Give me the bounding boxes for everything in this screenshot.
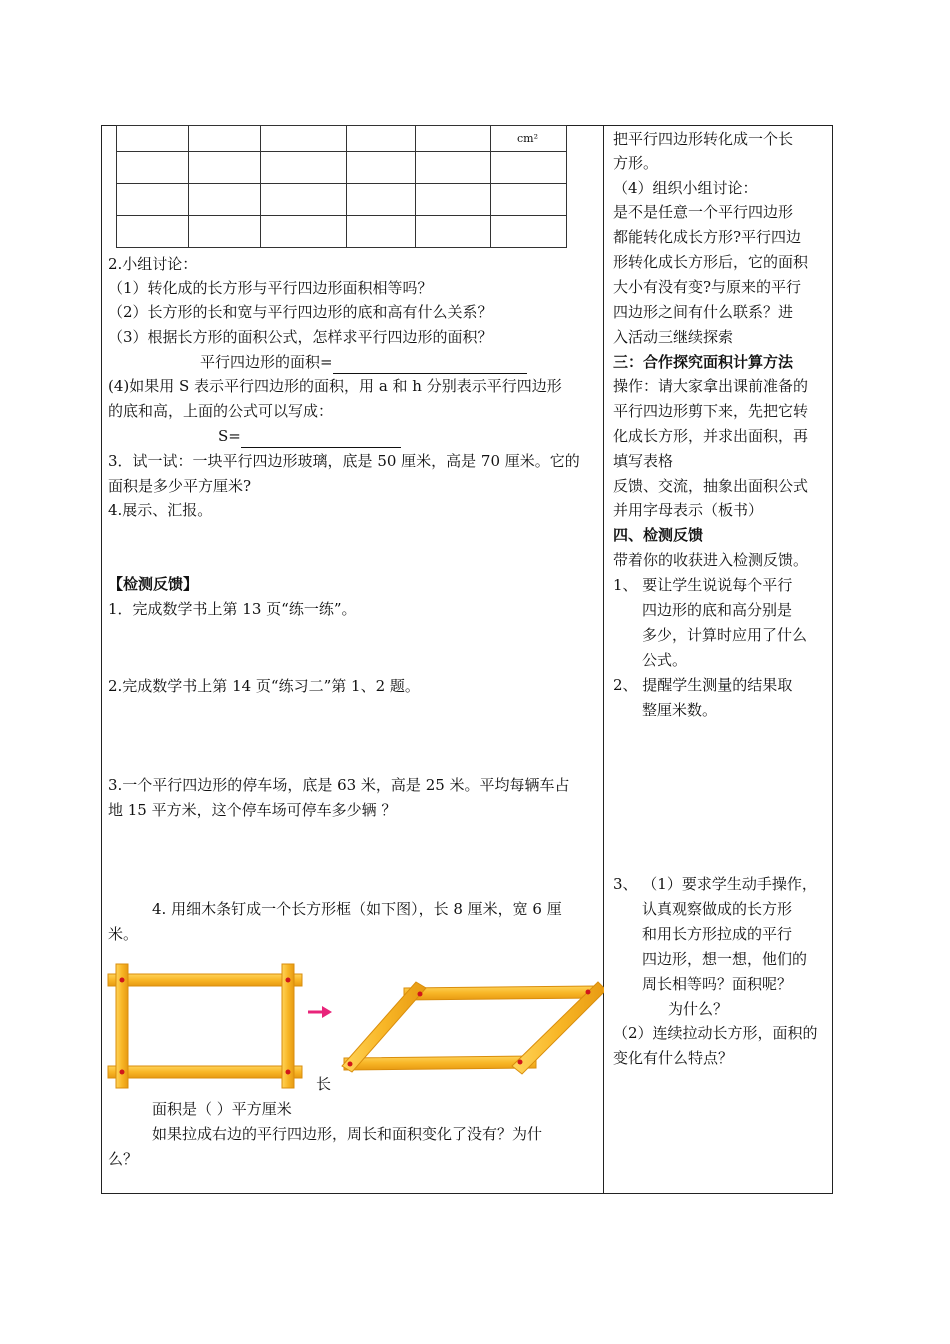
right-line: 填写表格 bbox=[613, 452, 674, 470]
note-3-line: 周长相等吗？面积呢？ bbox=[642, 975, 793, 993]
section-4-heading: 四、检测反馈 bbox=[613, 526, 704, 544]
area-formula-label: 平行四边形的面积= bbox=[200, 353, 333, 371]
note-3-line: 四边形，想一想，他们的 bbox=[642, 950, 808, 968]
table-cell bbox=[347, 126, 416, 152]
figure-label: 长 bbox=[316, 1075, 332, 1093]
s-formula-label: S= bbox=[218, 427, 241, 445]
right-line: 形转化成长方形后，它的面积 bbox=[613, 253, 809, 271]
area-blank-line: 面积是（ ）平方厘米 bbox=[152, 1100, 292, 1118]
right-line: 并用字母表示（板书） bbox=[613, 501, 764, 519]
table-cell bbox=[117, 152, 189, 184]
note-3-line: 认真观察做成的长方形 bbox=[642, 900, 793, 918]
exercise-2: 2.完成数学书上第 14 页“练习二”第 1、2 题。 bbox=[108, 677, 420, 695]
note-1-line: 1、 要让学生说说每个平行 bbox=[613, 576, 793, 594]
right-line: 化成长方形，并求出面积，再 bbox=[613, 427, 809, 445]
table-cell bbox=[347, 184, 416, 216]
question-1: （1）转化成的长方形与平行四边形面积相等吗？ bbox=[108, 279, 433, 297]
arrow-right-icon bbox=[308, 1006, 332, 1018]
note-2-line: 整厘米数。 bbox=[642, 701, 718, 719]
stretch-question-line-2: 么？ bbox=[108, 1150, 139, 1168]
note-1-line: 四边形的底和高分别是 bbox=[642, 601, 793, 619]
right-line: （4）组织小组讨论： bbox=[613, 179, 758, 197]
note-3-line: （2）连续拉动长方形，面积的 bbox=[613, 1024, 818, 1042]
table-cell bbox=[189, 216, 261, 248]
table-cell bbox=[189, 126, 261, 152]
note-3-line: 3、 （1）要求学生动手操作， bbox=[613, 875, 817, 893]
discussion-title: 2.小组讨论： bbox=[108, 255, 198, 273]
area-formula-line bbox=[200, 350, 527, 374]
s-formula-blank[interactable] bbox=[241, 431, 401, 448]
table-cell bbox=[189, 152, 261, 184]
right-line: 四边形之间有什么联系？进 bbox=[613, 303, 794, 321]
note-3-line: 和用长方形拉成的平行 bbox=[642, 925, 793, 943]
area-formula-blank[interactable] bbox=[333, 357, 527, 374]
right-line: 大小有没有变?与原来的平行 bbox=[613, 278, 802, 296]
note-2-line: 2、 提醒学生测量的结果取 bbox=[613, 676, 793, 694]
table-cell bbox=[491, 152, 567, 184]
try-line-1: 3．试一试：一块平行四边形玻璃，底是 50 厘米，高是 70 厘米。它的 bbox=[108, 452, 580, 470]
right-line: 平行四边形剪下来，先把它转 bbox=[613, 402, 809, 420]
table-cell bbox=[189, 184, 261, 216]
exercise-3-line-2: 地 15 平方米，这个停车场可停车多少辆 ？ bbox=[108, 801, 397, 819]
table-cell bbox=[261, 184, 347, 216]
right-line: 带着你的收获进入检测反馈。 bbox=[613, 551, 809, 569]
table-cell bbox=[117, 184, 189, 216]
table-cell bbox=[261, 152, 347, 184]
table-cell bbox=[416, 184, 491, 216]
note-1-line: 公式。 bbox=[642, 651, 688, 669]
table-cell bbox=[347, 152, 416, 184]
right-line: 入活动三继续探索 bbox=[613, 328, 734, 346]
note-3-line: 为什么？ bbox=[668, 1000, 729, 1018]
frame-figure bbox=[104, 960, 604, 1090]
show-report: 4.展示、汇报。 bbox=[108, 501, 213, 519]
s-formula-line bbox=[218, 424, 401, 448]
table-cell bbox=[491, 184, 567, 216]
feedback-title: 【检测反馈】 bbox=[108, 575, 199, 593]
exercise-4-line-2: 米。 bbox=[108, 925, 139, 943]
table-cell bbox=[117, 216, 189, 248]
table-cell bbox=[416, 126, 491, 152]
question-2: （2）长方形的长和宽与平行四边形的底和高有什么关系？ bbox=[108, 303, 493, 321]
question-4-line-2: 的底和高，上面的公式可以写成： bbox=[108, 402, 334, 420]
table-cell bbox=[261, 216, 347, 248]
exercise-3-line-1: 3.一个平行四边形的停车场，底是 63 米，高是 25 米。平均每辆车占 bbox=[108, 776, 570, 794]
question-3: （3）根据长方形的面积公式，怎样求平行四边形的面积？ bbox=[108, 328, 493, 346]
table-cell bbox=[416, 152, 491, 184]
right-line: 是不是任意一个平行四边形 bbox=[613, 203, 794, 221]
note-1-line: 多少，计算时应用了什么 bbox=[642, 626, 808, 644]
measurement-table bbox=[116, 125, 567, 248]
section-3-heading: 三：合作探究面积计算方法 bbox=[613, 353, 794, 371]
right-line: 操作：请大家拿出课前准备的 bbox=[613, 377, 809, 395]
stretch-question-line-1: 如果拉成右边的平行四边形，周长和面积变化了没有？为什 bbox=[152, 1125, 543, 1143]
right-line: 方形。 bbox=[613, 154, 659, 172]
table-cell bbox=[491, 216, 567, 248]
table-cell bbox=[117, 126, 189, 152]
question-4-line-1: (4)如果用 S 表示平行四边形的面积，用 a 和 h 分别表示平行四边形 bbox=[108, 377, 562, 395]
exercise-1: 1．完成数学书上第 13 页“练一练”。 bbox=[108, 600, 357, 618]
parallelogram-frame bbox=[342, 982, 604, 1074]
rectangle-frame bbox=[108, 964, 302, 1088]
right-line: 反馈、交流，抽象出面积公式 bbox=[613, 477, 809, 495]
table-cell bbox=[347, 216, 416, 248]
right-line: 把平行四边形转化成一个长 bbox=[613, 130, 794, 148]
right-line: 都能转化成长方形?平行四边 bbox=[613, 228, 802, 246]
exercise-4-line-1: 4. 用细木条钉成一个长方形框（如下图），长 8 厘米，宽 6 厘 bbox=[152, 900, 562, 918]
try-line-2: 面积是多少平方厘米? bbox=[108, 477, 252, 495]
note-3-line: 变化有什么特点？ bbox=[613, 1049, 734, 1067]
table-cell bbox=[416, 216, 491, 248]
table-cell bbox=[261, 126, 347, 152]
unit-cell: cm² bbox=[491, 126, 567, 152]
